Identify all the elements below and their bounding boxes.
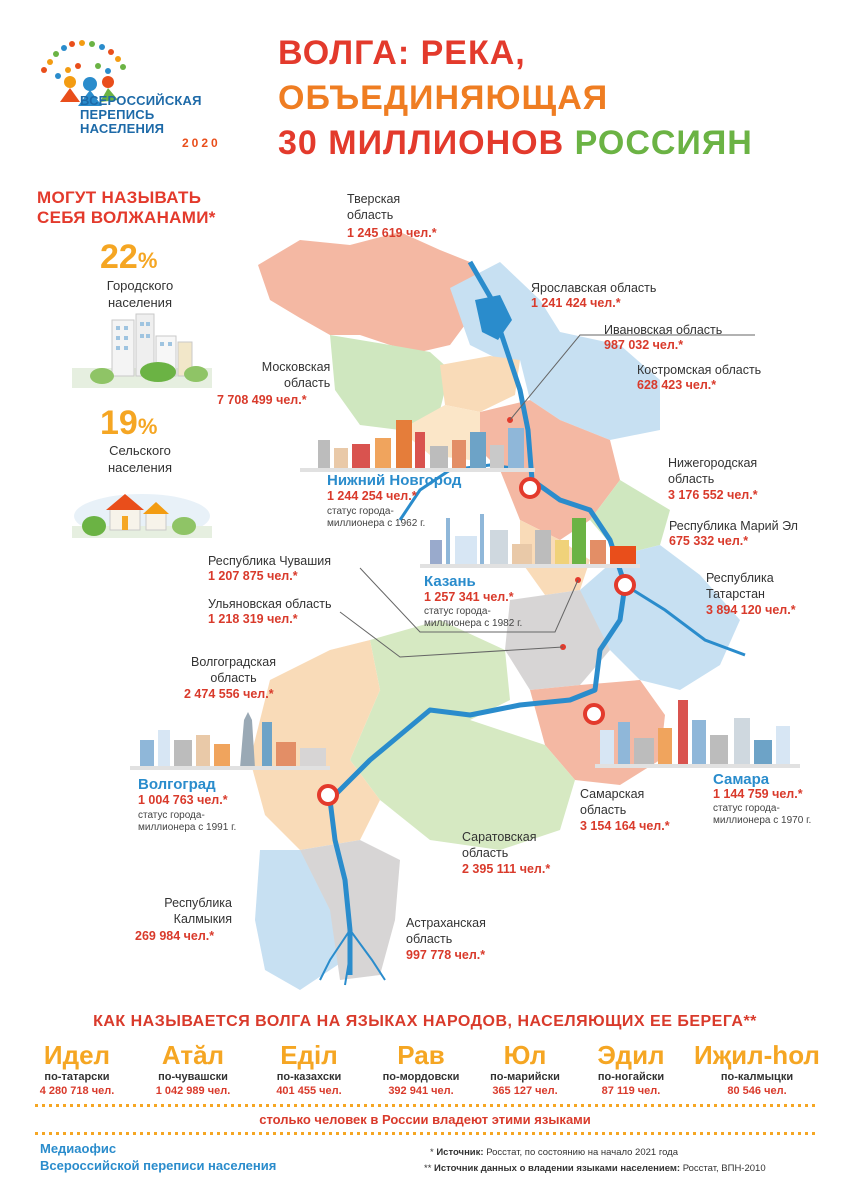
footnote-languages-text: Росстат, ВПН-2010	[682, 1163, 766, 1174]
city-kazan-pop: 1 257 341 чел.*	[424, 590, 514, 604]
language-item-kazakh	[254, 1040, 364, 1099]
region-label-volgograd	[191, 654, 276, 686]
footnote-source-text: Росстат, по состоянию на начало 2021 года	[486, 1147, 678, 1158]
footnote-source	[430, 1147, 678, 1158]
footnote-languages-mark: **	[424, 1163, 432, 1174]
city-samara-name: Самара	[713, 771, 770, 788]
region-astrakhan-name-2: область	[406, 932, 453, 946]
rural-label-line-2: населения	[107, 460, 172, 475]
region-volgograd-pop: 2 474 556 чел.*	[184, 687, 274, 701]
region-yaroslavl-name: Ярославская область	[531, 281, 657, 295]
city-samara-note-1: статус города-	[713, 803, 780, 814]
languages-heading: КАК НАЗЫВАЕТСЯ ВОЛГА НА ЯЗЫКАХ НАРОДОВ, НАСЕЛЯЮЩИХ ЕЕ БЕРЕГА**	[93, 1013, 757, 1030]
city-nizhny-note-2: миллионера с 1962 г.	[327, 518, 426, 529]
media-office-line-2: Всероссийской переписи населения	[40, 1158, 277, 1173]
dotted-divider-middle	[35, 1104, 815, 1107]
footnote-languages-source	[424, 1163, 766, 1174]
title-line-3a: 30 МИЛЛИОНОВ	[278, 124, 565, 162]
title-line-3b: РОССИЯН	[574, 124, 753, 162]
city-kazan-note-1: статус города-	[424, 606, 491, 617]
city-kazan-note-2: миллионера с 1982 г.	[424, 618, 523, 629]
region-tatarstan-name-1: Республика	[706, 571, 774, 585]
language-count-nogai: 87 119 чел.	[601, 1085, 661, 1097]
region-tatarstan-pop: 3 894 120 чел.*	[706, 603, 796, 617]
city-samara-pop: 1 144 759 чел.*	[713, 787, 803, 801]
language-word-kalmyk: Иҗил-һол	[694, 1040, 820, 1070]
language-word-nogai: Эдил	[597, 1040, 665, 1070]
rural-label-line-1: Сельского	[109, 443, 171, 458]
nizhny-marker	[521, 479, 539, 497]
city-nizhny-note	[327, 506, 425, 530]
region-mari-el-name: Республика Марий Эл	[669, 519, 798, 533]
region-samara-pop: 3 154 164 чел.*	[580, 819, 670, 833]
city-volgograd-pop: 1 004 763 чел.*	[138, 793, 228, 807]
languages-footer: столько человек в России владеют этими языками	[259, 1112, 591, 1127]
language-count-chuvash: 1 042 989 чел.	[155, 1085, 231, 1097]
region-label-saratov	[462, 829, 537, 861]
city-nizhny-name: Нижний Новгород	[327, 472, 462, 489]
language-count-kalmyk: 80 546 чел.	[727, 1085, 787, 1097]
urban-percent-sign: %	[137, 248, 158, 273]
logo-line-2: ПЕРЕПИСЬ	[80, 107, 155, 122]
city-kazan-note	[424, 606, 522, 630]
region-kostroma-name: Костромская область	[637, 363, 762, 377]
city-volgograd-note-1: статус города-	[138, 810, 205, 821]
region-moscow-pop: 7 708 499 чел.*	[217, 393, 307, 407]
city-samara-note-2: миллионера с 1970 г.	[713, 815, 812, 826]
ivanovo-region-shape	[440, 356, 520, 412]
city-volgograd-name: Волгоград	[138, 776, 216, 793]
footnote-source-label: Источник:	[436, 1147, 484, 1158]
language-count-kazakh: 401 455 чел.	[276, 1085, 342, 1097]
language-count-mordovian: 392 941 чел.	[388, 1085, 454, 1097]
region-volgograd-name-1: Волгоградская	[191, 655, 277, 669]
region-saratov-name-1: Саратовская	[462, 830, 537, 844]
language-name-mari: по-марийски	[490, 1071, 560, 1083]
kazan-marker	[616, 576, 634, 594]
region-label-tatarstan	[706, 570, 774, 602]
title-line-3	[278, 123, 753, 163]
region-label-nizhny	[668, 455, 757, 487]
region-moscow-name-2: область	[284, 376, 331, 390]
language-item-mordovian	[366, 1040, 476, 1099]
region-mari-el-pop: 675 332 чел.*	[669, 534, 749, 548]
logo-line-1: ВСЕРОССИЙСКАЯ	[80, 93, 202, 108]
region-astrakhan-pop: 997 778 чел.*	[406, 948, 486, 962]
urban-label-line-2: населения	[107, 295, 172, 310]
city-kazan-name: Казань	[424, 573, 476, 590]
language-name-kalmyk: по-калмыцки	[720, 1071, 794, 1083]
region-chuvashia-pop: 1 207 875 чел.*	[208, 569, 298, 583]
volzhane-heading-line-1: МОГУТ НАЗЫВАТЬ	[37, 188, 202, 207]
samara-marker	[585, 705, 603, 723]
region-nizhny-name-2: область	[668, 472, 715, 486]
region-astrakhan-name-1: Астраханская	[406, 916, 486, 930]
footnote-source-mark: *	[430, 1147, 434, 1158]
language-name-chuvash: по-чувашски	[158, 1071, 228, 1083]
language-count-mari: 365 127 чел.	[492, 1085, 558, 1097]
language-name-nogai: по-ногайски	[597, 1071, 665, 1083]
region-nizhny-pop: 3 176 552 чел.*	[668, 488, 758, 502]
region-label-astrakhan	[406, 915, 486, 947]
city-volgograd-note	[138, 810, 236, 834]
language-word-mari: Юл	[503, 1040, 547, 1070]
language-name-mordovian: по-мордовски	[382, 1071, 460, 1083]
region-kostroma-pop: 628 423 чел.*	[637, 378, 717, 392]
city-samara-note	[713, 803, 811, 827]
volzhane-heading-line-2: СЕБЯ ВОЛЖАНАМИ*	[37, 208, 216, 227]
region-saratov-pop: 2 395 111 чел.*	[462, 862, 551, 876]
title-line-2: ОБЪЕДИНЯЮЩАЯ	[278, 79, 609, 117]
footnote-languages-label: Источник данных о владении языками населением:	[434, 1163, 681, 1174]
language-word-chuvash: Атӑл	[161, 1040, 225, 1070]
title-line-1: ВОЛГА: РЕКА,	[278, 34, 526, 72]
region-moscow-name-1: Московская	[261, 360, 331, 374]
logo-line-3: НАСЕЛЕНИЯ	[80, 121, 165, 136]
region-kalmykia-name-2: Калмыкия	[173, 912, 232, 926]
dotted-divider-top	[35, 173, 815, 176]
media-office-line-1: Медиаофис	[40, 1141, 117, 1156]
region-tatarstan-name-2: Татарстан	[706, 587, 765, 601]
city-volgograd-note-2: миллионера с 1991 г.	[138, 822, 237, 833]
region-ivanovo-pop: 987 032 чел.*	[604, 338, 684, 352]
language-item-kalmyk	[682, 1040, 832, 1099]
language-name-tatar: по-татарски	[44, 1071, 110, 1083]
logo-year: 2020	[182, 136, 221, 150]
media-office-credit	[40, 1140, 276, 1174]
region-ulyanovsk-name: Ульяновская область	[208, 597, 332, 611]
region-nizhny-name-1: Нижегородская	[668, 456, 758, 470]
language-word-tatar: Идел	[43, 1040, 111, 1070]
language-word-kazakh: Еділ	[280, 1040, 338, 1070]
language-item-mari	[470, 1040, 580, 1099]
urban-label-line-1: Городского	[106, 278, 174, 293]
region-samara-name-2: область	[580, 803, 627, 817]
region-label-tver	[347, 191, 400, 223]
dotted-divider-bottom	[35, 1132, 815, 1135]
region-ulyanovsk-pop: 1 218 319 чел.*	[208, 612, 298, 626]
region-samara-name-1: Самарская	[580, 787, 645, 801]
region-label-kalmykia	[150, 895, 232, 927]
rural-percent-sign: %	[137, 414, 158, 439]
region-kalmykia-pop: 269 984 чел.*	[135, 929, 215, 943]
region-saratov-name-2: область	[462, 846, 509, 860]
city-nizhny-pop: 1 244 254 чел.*	[327, 489, 417, 503]
language-count-tatar: 4 280 718 чел.	[39, 1085, 115, 1097]
region-chuvashia-name: Республика Чувашия	[208, 554, 332, 568]
language-item-chuvash	[138, 1040, 248, 1099]
rural-percent-value: 19	[100, 404, 138, 442]
urban-percent-value: 22	[100, 238, 138, 276]
language-item-nogai	[576, 1040, 686, 1099]
region-ivanovo-name: Ивановская область	[604, 323, 723, 337]
region-tver-name-1: Тверская	[347, 192, 401, 206]
language-name-kazakh: по-казахски	[276, 1071, 342, 1083]
city-nizhny-note-1: статус города-	[327, 506, 394, 517]
region-volgograd-name-2: область	[210, 671, 257, 685]
volgograd-marker	[319, 786, 337, 804]
region-label-samara	[580, 786, 644, 818]
region-tver-name-2: область	[347, 208, 394, 222]
region-tver-pop: 1 245 619 чел.*	[347, 226, 437, 240]
region-yaroslavl-pop: 1 241 424 чел.*	[531, 296, 621, 310]
region-kalmykia-name-1: Республика	[164, 896, 232, 910]
language-word-mordovian: Рав	[397, 1040, 445, 1070]
language-item-tatar	[22, 1040, 132, 1099]
region-label-moscow	[244, 359, 330, 391]
